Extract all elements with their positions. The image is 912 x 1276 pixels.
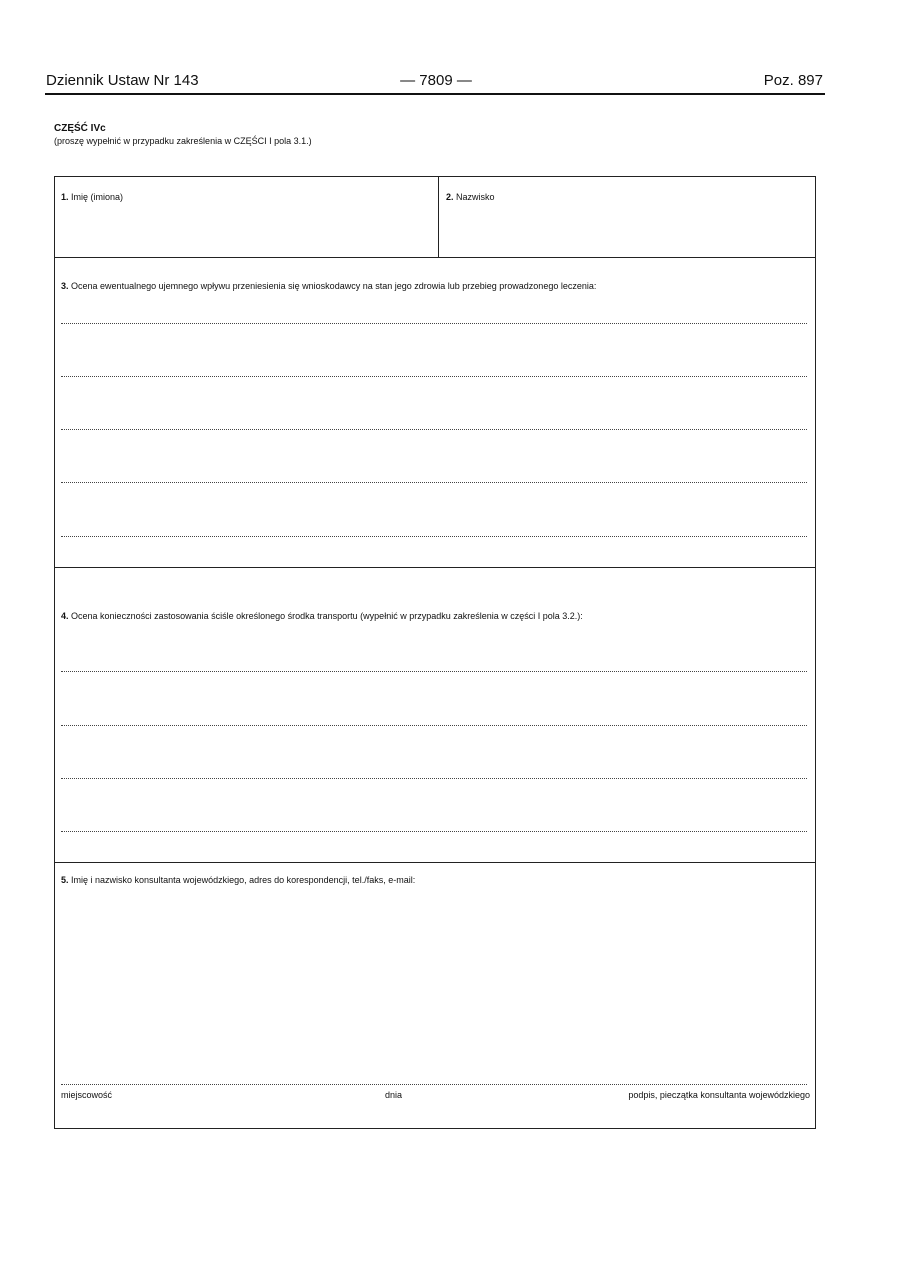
position-number: Poz. 897	[763, 72, 823, 89]
signature-caption: podpis, pieczątka konsultanta wojewódzkiego	[628, 1090, 810, 1100]
row-divider	[55, 862, 815, 863]
field-label-text: Ocena konieczności zastosowania ściśle określonego środka transportu (wypełnić w przypadku zakreślenia w części I pola 3.2.):	[71, 611, 583, 621]
answer-line[interactable]	[61, 831, 807, 832]
page-number: — 7809 —	[400, 72, 472, 89]
field-consultant-label	[61, 875, 415, 886]
field-transport-label	[61, 611, 583, 622]
column-divider	[438, 177, 439, 257]
field-label-text: Nazwisko	[456, 192, 495, 202]
row-divider	[55, 567, 815, 568]
header-rule	[45, 93, 825, 95]
answer-line[interactable]	[61, 429, 807, 430]
field-number: 1.	[61, 192, 69, 202]
answer-line[interactable]	[61, 725, 807, 726]
answer-line[interactable]	[61, 323, 807, 324]
field-number: 3.	[61, 281, 69, 291]
field-label-text: Ocena ewentualnego ujemnego wpływu przeniesienia się wnioskodawcy na stan jego zdrowia lub przebieg prowadzonego leczenia:	[71, 281, 597, 291]
date-caption: dnia	[385, 1090, 403, 1100]
field-first-name-label	[61, 192, 123, 203]
answer-line[interactable]	[61, 376, 807, 377]
field-number: 2.	[446, 192, 454, 202]
section-title: CZĘŚĆ IVc	[54, 123, 106, 134]
section-note: (proszę wypełnić w przypadku zakreślenia w CZĘŚCI I pola 3.1.)	[54, 136, 312, 146]
field-number: 4.	[61, 611, 69, 621]
field-label-text: Imię (imiona)	[71, 192, 124, 202]
row-divider	[55, 257, 815, 258]
field-number: 5.	[61, 875, 69, 885]
form-table	[54, 176, 816, 1129]
signature-line[interactable]	[61, 1084, 807, 1085]
answer-line[interactable]	[61, 778, 807, 779]
field-health-impact-label	[61, 281, 596, 292]
answer-line[interactable]	[61, 671, 807, 672]
answer-line[interactable]	[61, 482, 807, 483]
field-surname-label	[446, 192, 495, 203]
answer-line[interactable]	[61, 536, 807, 537]
place-caption: miejscowość	[61, 1090, 113, 1100]
field-label-text: Imię i nazwisko konsultanta wojewódzkiego, adres do korespondencji, tel./faks, e-mail:	[71, 875, 416, 885]
journal-title: Dziennik Ustaw Nr 143	[46, 72, 199, 89]
